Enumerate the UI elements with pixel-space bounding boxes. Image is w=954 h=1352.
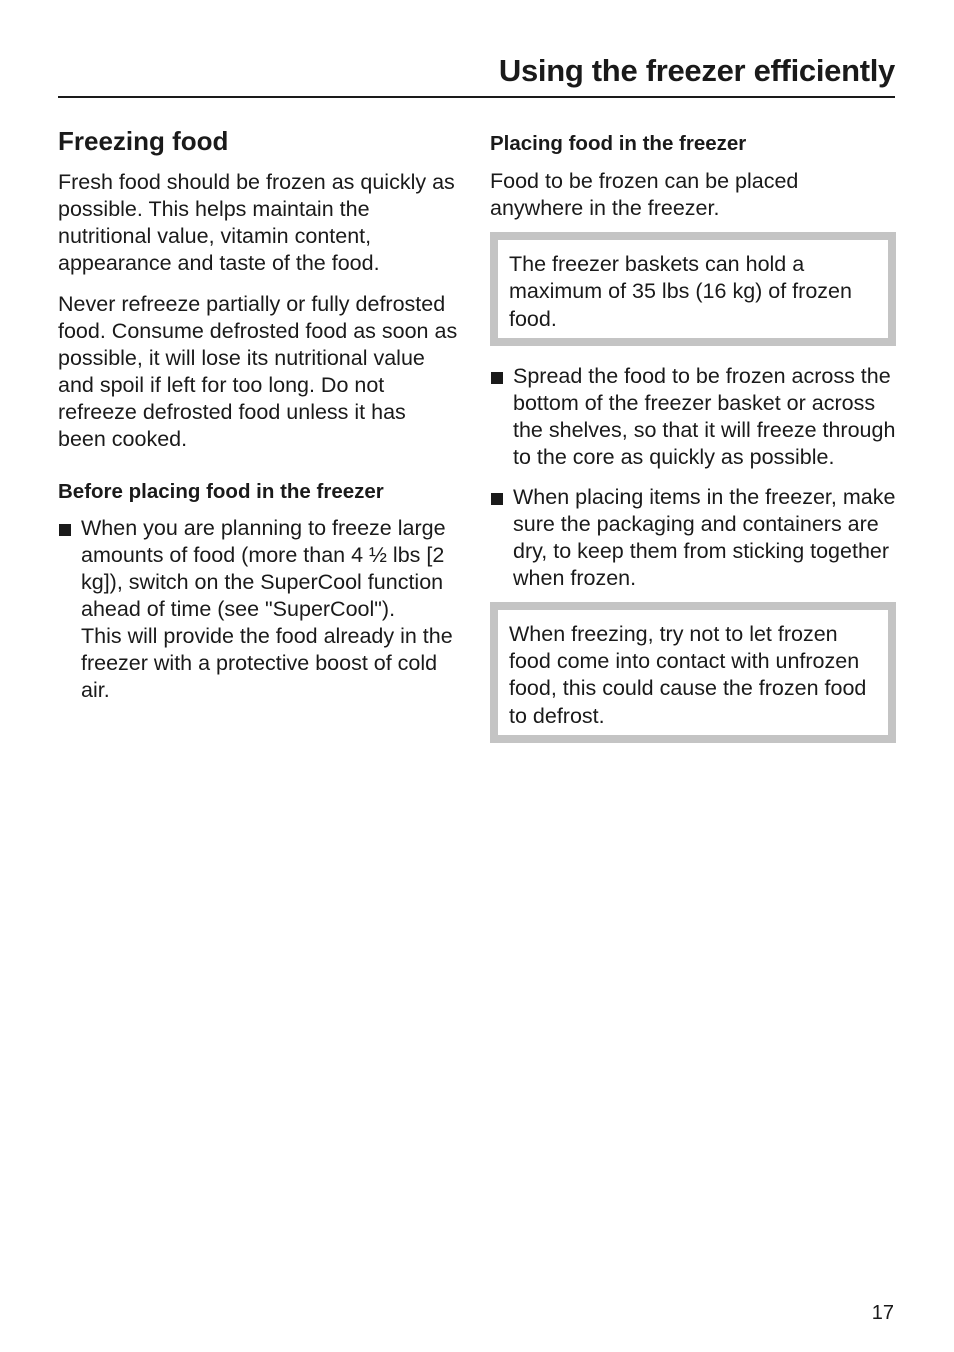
left-column: [58, 124, 458, 717]
note-box-basket-capacity: [490, 232, 896, 346]
placing-food-list: [490, 363, 896, 592]
list-item-text: When placing items in the freezer, make sure the packaging and containers are dry, to keep them from sticking together when frozen.: [513, 484, 896, 590]
paragraph-food-anywhere: Food to be frozen can be placed anywhere in the freezer.: [490, 169, 799, 220]
paragraph-fresh-food: Fresh food should be frozen as quickly as possible. This helps maintain the nutritional value, vitamin content, appearance and taste of the food.: [58, 170, 455, 275]
before-placing-list: [58, 515, 458, 704]
list-item: [490, 484, 896, 592]
list-item: [58, 515, 458, 704]
page-number: 17: [871, 1302, 894, 1324]
paragraph-never-refreeze: Never refreeze partially or fully defrosted food. Consume defrosted food as soon as possible, it will lose its nutritional value and spoil if left for too long. Do not refreeze defrosted food unless it has been cooked.: [58, 292, 458, 451]
square-bullet-icon: [491, 372, 503, 384]
note-text: When freezing, try not to let frozen food come into contact with unfrozen food, this could cause the frozen food to defrost.: [509, 621, 867, 728]
section-heading-freezing-food: Freezing food: [58, 126, 229, 156]
note-box-frozen-contact: [490, 602, 896, 743]
square-bullet-icon: [491, 493, 503, 505]
page-header: [58, 50, 895, 98]
square-bullet-icon: [59, 524, 71, 536]
list-item: [490, 363, 896, 471]
list-item-text: When you are planning to freeze large amounts of food (more than 4 ½ lbs [2 kg]), switch on the SuperCool function ahead of time (see "SuperCool").: [81, 516, 446, 621]
subheading-before-placing: Before placing food in the freezer: [58, 480, 384, 503]
list-item-text: Spread the food to be frozen across the bottom of the freezer basket or across the shelves, so that it will freeze through to the core as quickly as possible.: [513, 363, 896, 469]
right-column: [490, 124, 896, 757]
note-text: The freezer baskets can hold a maximum of 35 lbs (16 kg) of frozen food.: [509, 252, 852, 331]
subheading-placing-food: Placing food in the freezer: [490, 132, 747, 155]
list-item-text-continued: This will provide the food already in the freezer with a protective boost of cold air.: [81, 624, 453, 702]
page-title: Using the freezer efficiently: [498, 53, 895, 88]
